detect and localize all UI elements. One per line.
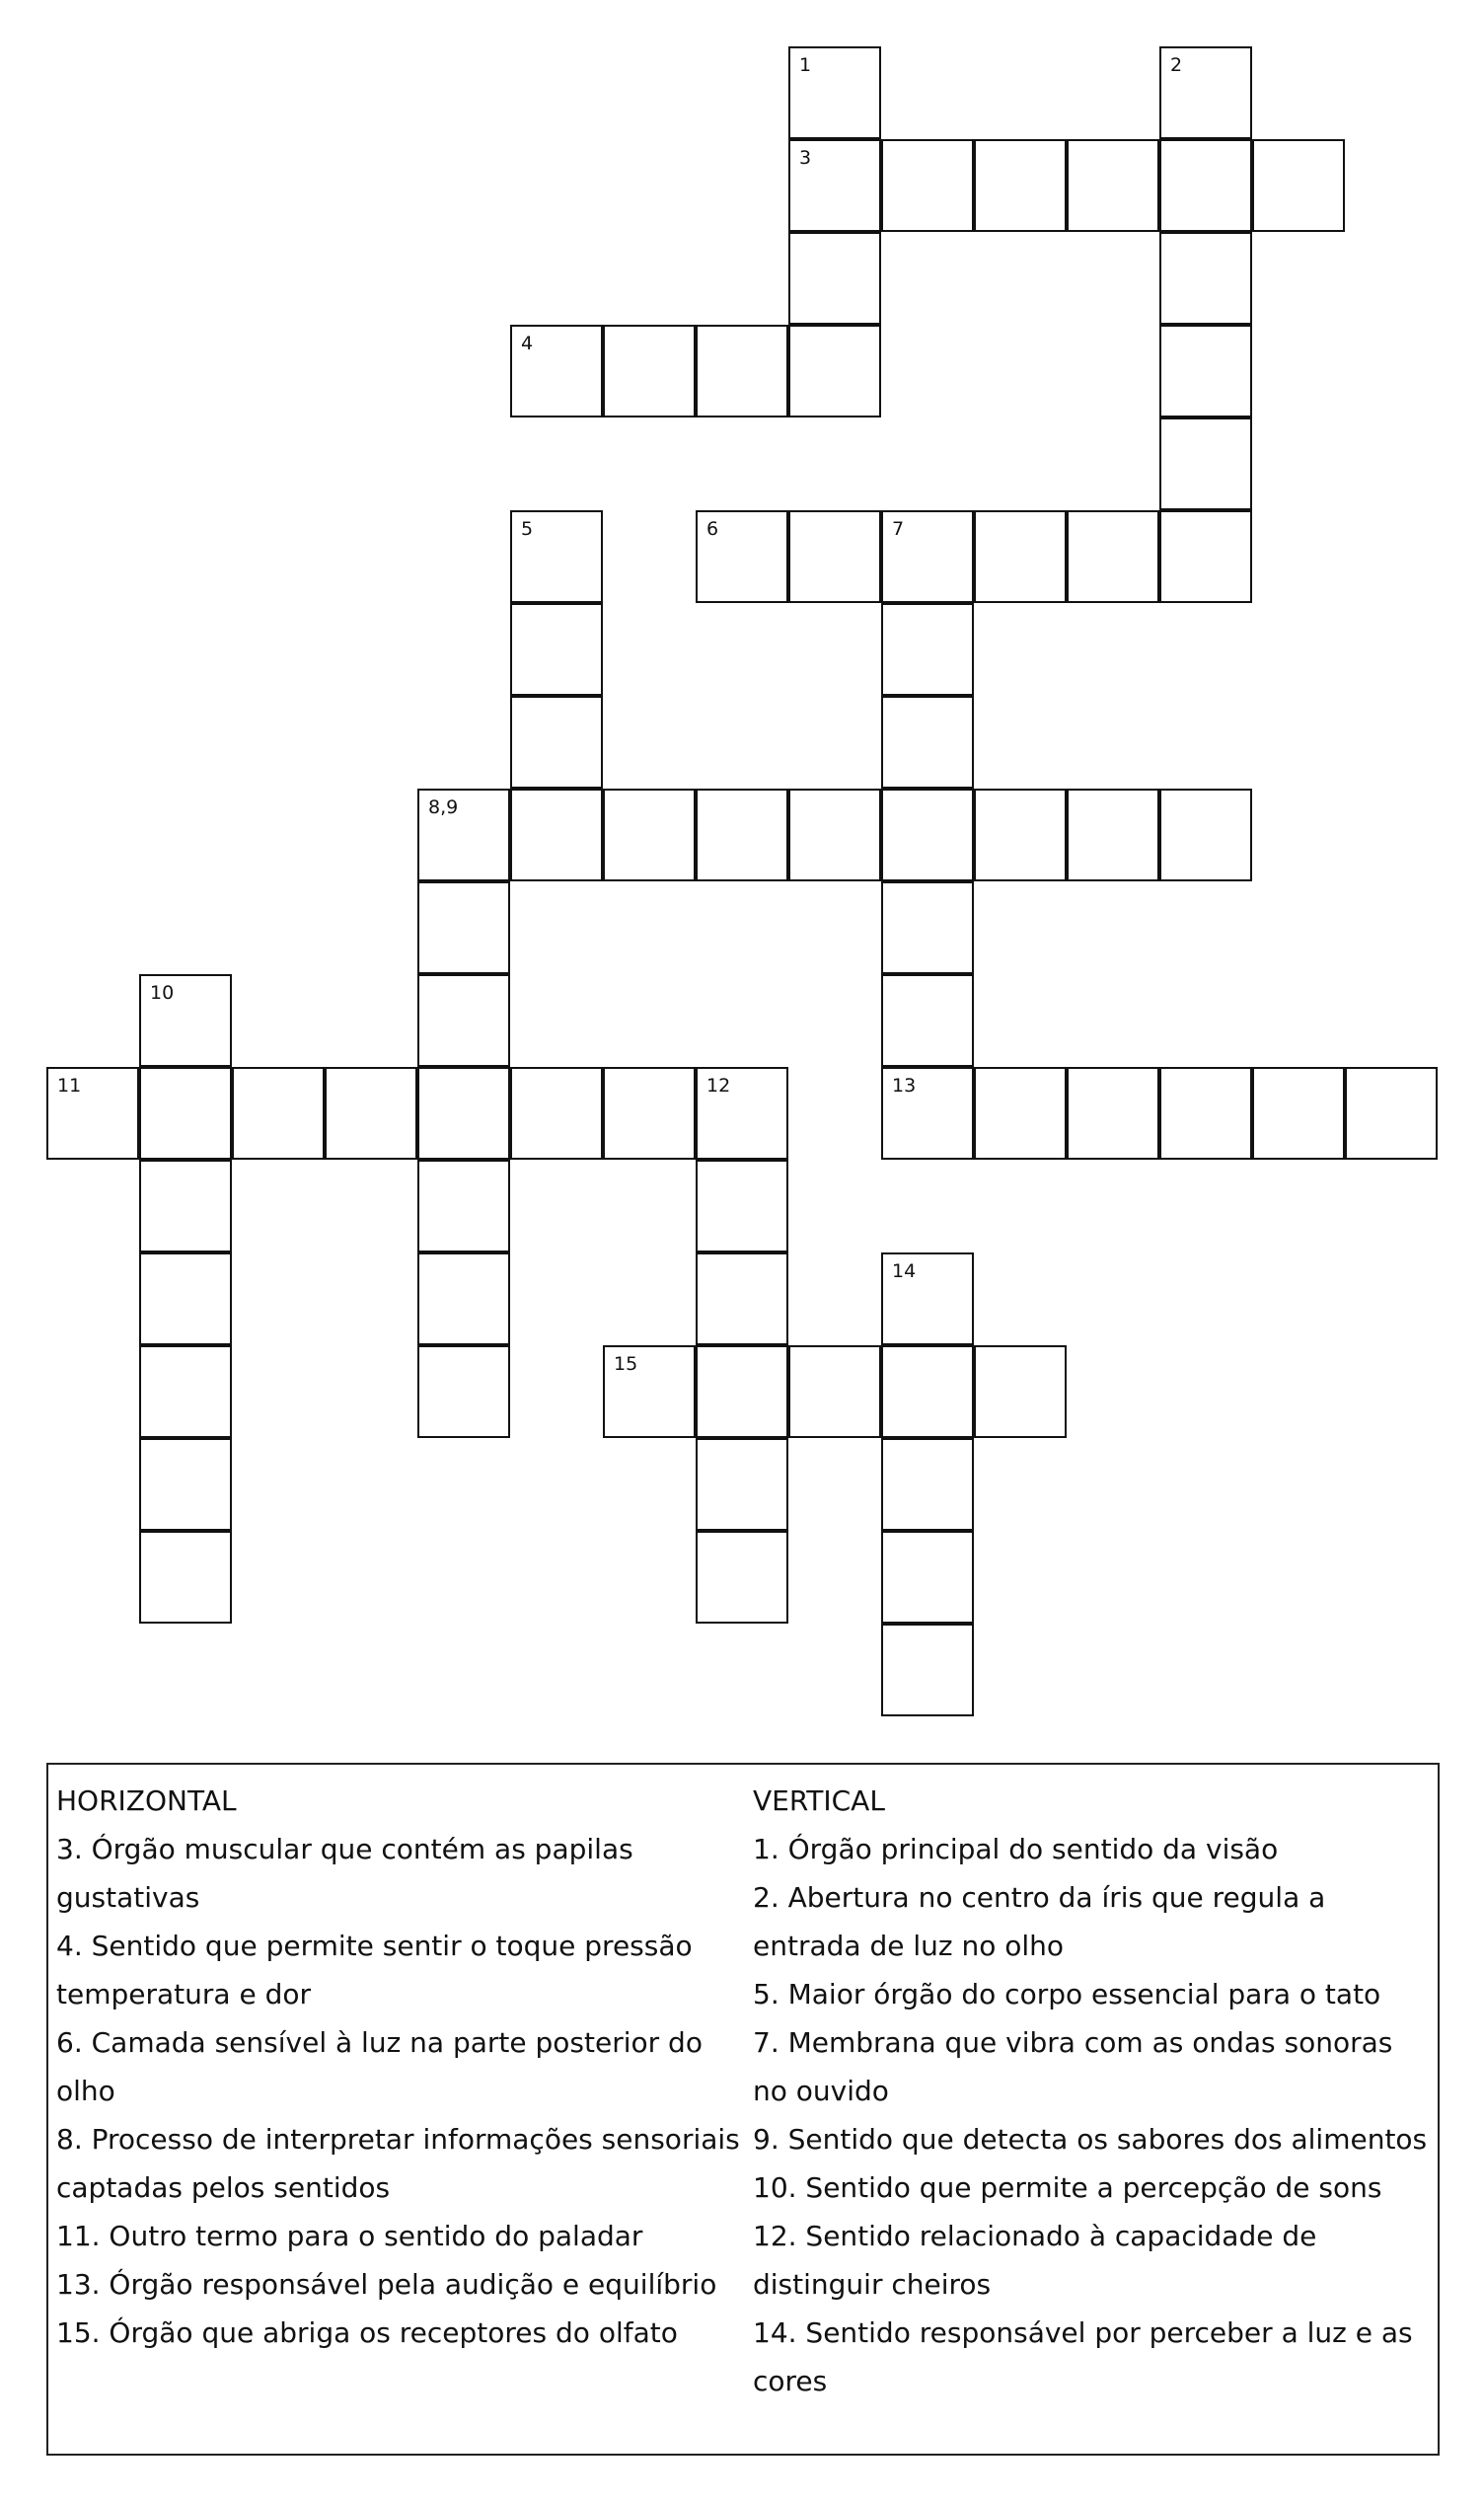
grid-cell[interactable] bbox=[788, 232, 881, 325]
horizontal-heading: HORIZONTAL bbox=[56, 1784, 237, 1817]
clue-v-5: 5. Maior órgão do corpo essencial para o tato bbox=[753, 1978, 1381, 2010]
grid-cell[interactable] bbox=[1252, 1067, 1345, 1160]
cell-number: 5 bbox=[521, 518, 534, 540]
cell-number: 7 bbox=[892, 518, 905, 540]
grid-cell[interactable] bbox=[1159, 417, 1252, 510]
cell-number: 11 bbox=[57, 1075, 82, 1097]
grid-cell[interactable] bbox=[1159, 1067, 1252, 1160]
grid-cell[interactable] bbox=[1252, 139, 1345, 232]
cell-number: 2 bbox=[1170, 54, 1183, 76]
grid-cell[interactable] bbox=[974, 510, 1067, 603]
grid-cell[interactable] bbox=[417, 974, 510, 1067]
clue-v-10: 10. Sentido que permite a percepção de sons bbox=[753, 2171, 1382, 2204]
grid-cell[interactable] bbox=[139, 1438, 232, 1531]
grid-cell[interactable] bbox=[417, 1345, 510, 1438]
grid-cell[interactable] bbox=[881, 1345, 974, 1438]
grid-cell[interactable] bbox=[139, 1345, 232, 1438]
grid-cell[interactable] bbox=[139, 1067, 232, 1160]
grid-cell[interactable] bbox=[881, 1624, 974, 1716]
grid-cell[interactable] bbox=[1345, 1067, 1438, 1160]
clue-v-9: 9. Sentido que detecta os sabores dos alimentos bbox=[753, 2123, 1428, 2156]
grid-cell[interactable] bbox=[881, 974, 974, 1067]
clue-v-14: 14. Sentido responsável por perceber a luz e as cores bbox=[753, 2316, 1413, 2397]
grid-cell[interactable] bbox=[1159, 325, 1252, 417]
grid-cell[interactable] bbox=[417, 881, 510, 974]
grid-cell[interactable] bbox=[139, 1531, 232, 1624]
grid-cell[interactable] bbox=[881, 696, 974, 789]
clue-h-11: 11. Outro termo para o sentido do paladar bbox=[56, 2220, 643, 2252]
grid-cell[interactable] bbox=[603, 1345, 696, 1438]
clue-v-1: 1. Órgão principal do sentido da visão bbox=[753, 1833, 1279, 1865]
grid-cell[interactable] bbox=[696, 1067, 788, 1160]
grid-cell[interactable] bbox=[232, 1067, 325, 1160]
clue-h-6: 6. Camada sensível à luz na parte posterior do olho bbox=[56, 2026, 703, 2107]
grid-cell[interactable] bbox=[1067, 139, 1159, 232]
grid-cell[interactable] bbox=[974, 1067, 1067, 1160]
grid-cell[interactable] bbox=[417, 1252, 510, 1345]
grid-cell[interactable] bbox=[881, 881, 974, 974]
cell-number: 3 bbox=[799, 147, 812, 169]
grid-cell[interactable] bbox=[788, 325, 881, 417]
grid-cell[interactable] bbox=[881, 1067, 974, 1160]
grid-cell[interactable] bbox=[696, 789, 788, 881]
grid-cell[interactable] bbox=[1159, 789, 1252, 881]
clue-h-4: 4. Sentido que permite sentir o toque pressão temperatura e dor bbox=[56, 1930, 693, 2010]
grid-cell[interactable] bbox=[881, 139, 974, 232]
clue-v-7: 7. Membrana que vibra com as ondas sonoras no ouvido bbox=[753, 2026, 1393, 2107]
clue-h-3: 3. Órgão muscular que contém as papilas gustativas bbox=[56, 1833, 633, 1914]
grid-cell[interactable] bbox=[974, 1345, 1067, 1438]
grid-cell[interactable] bbox=[974, 789, 1067, 881]
grid-cell[interactable] bbox=[881, 1438, 974, 1531]
grid-cell[interactable] bbox=[139, 1252, 232, 1345]
grid-cell[interactable] bbox=[1159, 510, 1252, 603]
grid-cell[interactable] bbox=[417, 789, 510, 881]
grid-cell[interactable] bbox=[696, 325, 788, 417]
grid-cell[interactable] bbox=[881, 510, 974, 603]
grid-cell[interactable] bbox=[881, 1252, 974, 1345]
grid-cell[interactable] bbox=[881, 1531, 974, 1624]
grid-cell[interactable] bbox=[46, 1067, 139, 1160]
horizontal-clues bbox=[56, 1777, 752, 2357]
cell-number: 14 bbox=[892, 1260, 917, 1282]
grid-cell[interactable] bbox=[325, 1067, 417, 1160]
cell-number: 13 bbox=[892, 1075, 917, 1097]
grid-cell[interactable] bbox=[510, 696, 603, 789]
clue-h-13: 13. Órgão responsável pela audição e equilíbrio bbox=[56, 2268, 717, 2301]
grid-cell[interactable] bbox=[510, 510, 603, 603]
grid-cell[interactable] bbox=[696, 1160, 788, 1252]
grid-cell[interactable] bbox=[603, 325, 696, 417]
cell-number: 10 bbox=[150, 982, 175, 1004]
grid-cell[interactable] bbox=[1159, 232, 1252, 325]
grid-cell[interactable] bbox=[510, 603, 603, 696]
clue-h-15: 15. Órgão que abriga os receptores do olfato bbox=[56, 2316, 678, 2349]
grid-cell[interactable] bbox=[603, 789, 696, 881]
grid-cell[interactable] bbox=[788, 789, 881, 881]
grid-cell[interactable] bbox=[881, 603, 974, 696]
grid-cell[interactable] bbox=[603, 1067, 696, 1160]
grid-cell[interactable] bbox=[1159, 46, 1252, 139]
grid-cell[interactable] bbox=[1159, 139, 1252, 232]
cell-number: 4 bbox=[521, 333, 534, 354]
grid-cell[interactable] bbox=[788, 46, 881, 139]
grid-cell[interactable] bbox=[696, 1531, 788, 1624]
clue-h-8: 8. Processo de interpretar informações sensoriais captadas pelos sentidos bbox=[56, 2123, 740, 2204]
grid-cell[interactable] bbox=[1067, 789, 1159, 881]
grid-cell[interactable] bbox=[139, 974, 232, 1067]
grid-cell[interactable] bbox=[1067, 1067, 1159, 1160]
grid-cell[interactable] bbox=[510, 325, 603, 417]
clue-v-2: 2. Abertura no centro da íris que regula a entrada de luz no olho bbox=[753, 1881, 1326, 1962]
cell-number: 1 bbox=[799, 54, 812, 76]
cell-number: 6 bbox=[706, 518, 719, 540]
grid-cell[interactable] bbox=[696, 1252, 788, 1345]
grid-cell[interactable] bbox=[696, 1438, 788, 1531]
grid-cell[interactable] bbox=[139, 1160, 232, 1252]
grid-cell[interactable] bbox=[788, 510, 881, 603]
grid-cell[interactable] bbox=[510, 789, 603, 881]
grid-cell[interactable] bbox=[881, 789, 974, 881]
grid-cell[interactable] bbox=[1067, 510, 1159, 603]
grid-cell[interactable] bbox=[417, 1067, 510, 1160]
cell-number: 12 bbox=[706, 1075, 731, 1097]
vertical-clues bbox=[753, 1777, 1434, 2405]
grid-cell[interactable] bbox=[788, 139, 881, 232]
grid-cell[interactable] bbox=[696, 1345, 788, 1438]
grid-cell[interactable] bbox=[788, 1345, 881, 1438]
clue-v-12: 12. Sentido relacionado à capacidade de distinguir cheiros bbox=[753, 2220, 1317, 2301]
grid-cell[interactable] bbox=[510, 1067, 603, 1160]
grid-cell[interactable] bbox=[417, 1160, 510, 1252]
cell-number: 8,9 bbox=[428, 796, 459, 818]
grid-cell[interactable] bbox=[696, 510, 788, 603]
grid-cell[interactable] bbox=[974, 139, 1067, 232]
clues-box bbox=[46, 1763, 1440, 2456]
vertical-heading: VERTICAL bbox=[753, 1784, 885, 1817]
cell-number: 15 bbox=[614, 1353, 638, 1375]
